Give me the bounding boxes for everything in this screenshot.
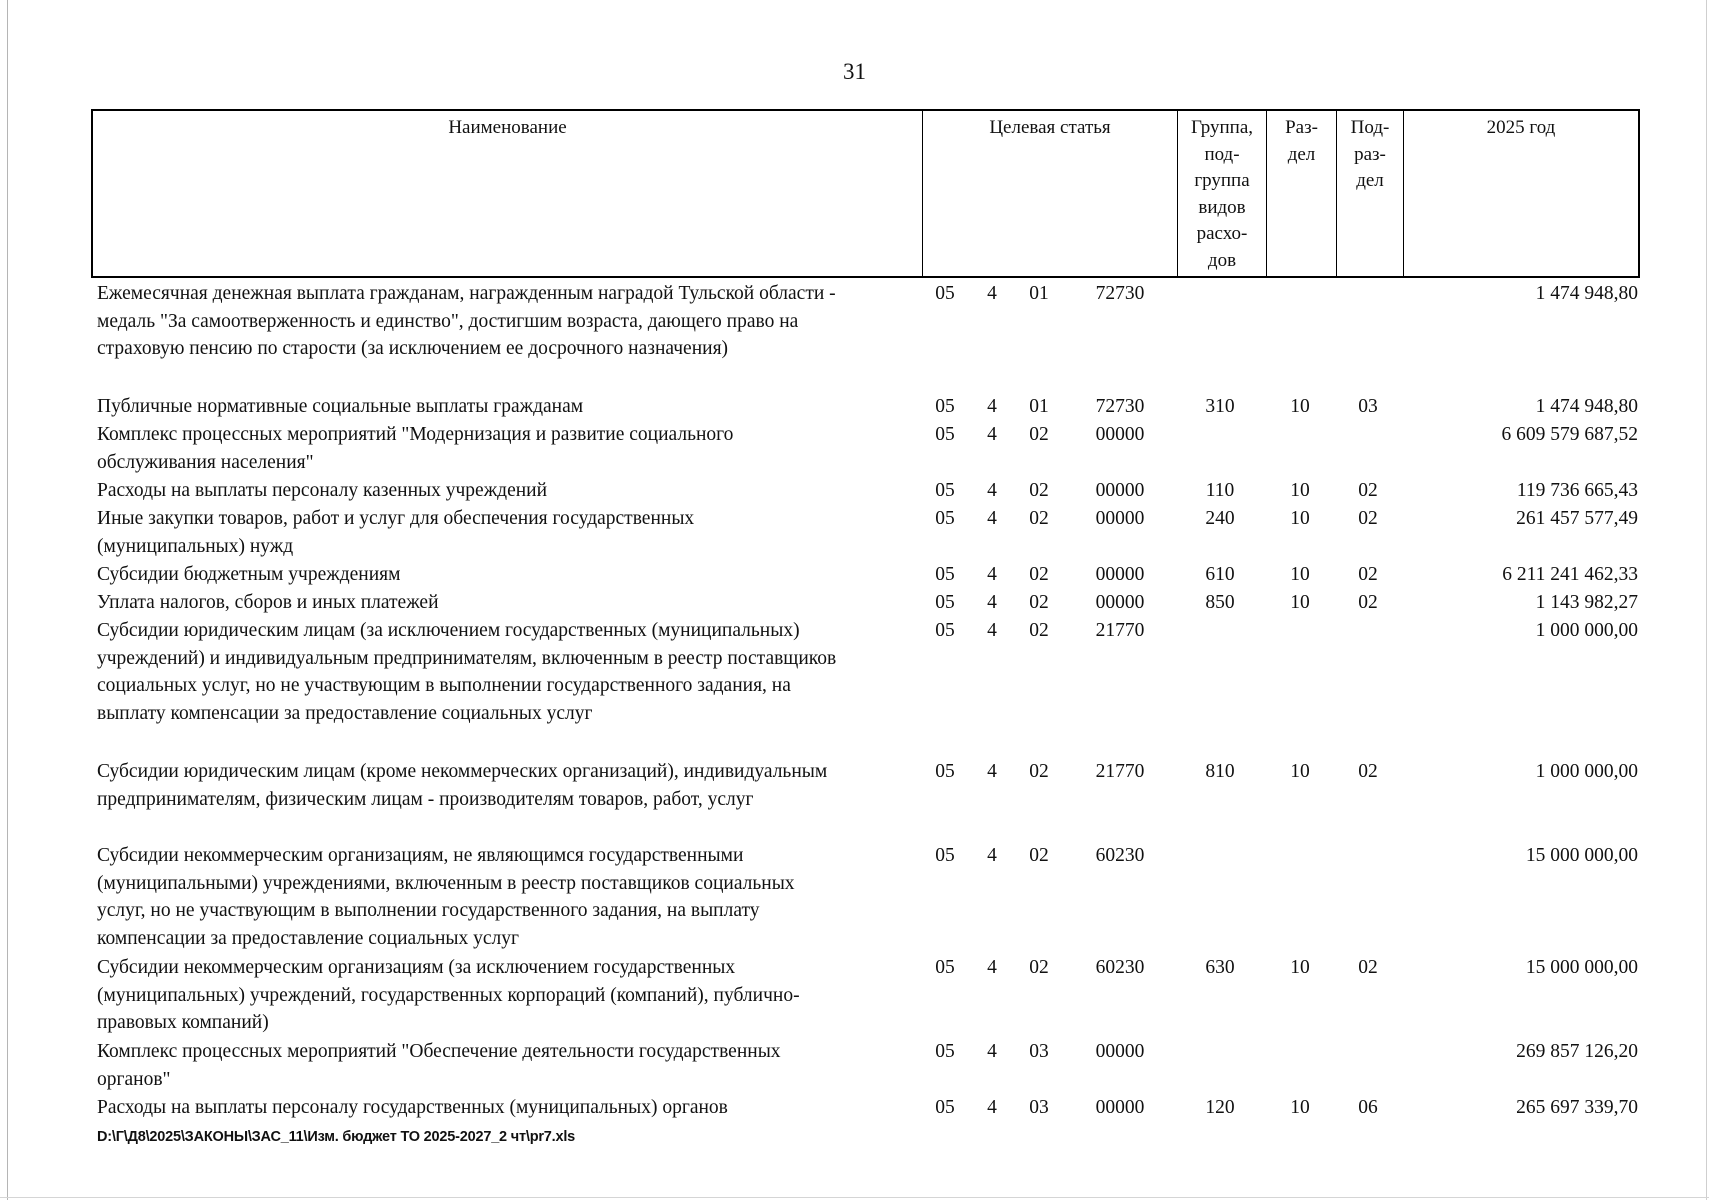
- row-name-line: компенсации за предоставление социальных услуг: [97, 927, 520, 949]
- target-code-element: 02: [1029, 761, 1049, 782]
- target-code-element: 01: [1029, 283, 1049, 304]
- header-expense-group-line: видов: [1198, 196, 1246, 218]
- header-section: [1267, 115, 1336, 168]
- row-name: [97, 421, 917, 476]
- row-name-line: Субсидии бюджетным учреждениям: [97, 564, 401, 585]
- header-expense-group-line: дов: [1207, 249, 1237, 271]
- section: 10: [1290, 1097, 1310, 1118]
- subsection: 02: [1358, 592, 1378, 613]
- header-expense-group-line: расхо-: [1196, 223, 1248, 244]
- subsection: 06: [1358, 1097, 1378, 1118]
- header-section-line: Раз-: [1285, 117, 1318, 138]
- row-name: [97, 561, 917, 589]
- expense-group: 240: [1205, 508, 1235, 529]
- row-name-line: (муниципальными) учреждениями, включенным в реестр поставщиков социальных: [97, 872, 795, 894]
- target-code-program: 05: [935, 957, 955, 978]
- target-code-element: 02: [1029, 845, 1049, 866]
- file-path-footer: D:\Г\Д8\2025\ЗАКОНЫ\ЗАС_11\Изм. бюджет ТО 2025-2027_2 чт\pr7.xls: [97, 1129, 576, 1145]
- target-code-direction: 00000: [1095, 480, 1145, 501]
- target-code-type: 4: [987, 424, 997, 445]
- row-name-line: (муниципальных) нужд: [97, 535, 294, 557]
- target-code-direction: 21770: [1095, 620, 1145, 641]
- target-code-direction: 00000: [1095, 592, 1145, 613]
- row-name: [97, 1094, 917, 1122]
- table-header: [91, 109, 1640, 278]
- target-code-program: 05: [935, 424, 955, 445]
- expense-group: 610: [1205, 564, 1235, 585]
- target-code-direction: 00000: [1095, 1041, 1145, 1062]
- target-code-element: 02: [1029, 480, 1049, 501]
- header-subsection-line: Под-: [1350, 117, 1390, 138]
- target-code-direction: 00000: [1095, 508, 1145, 529]
- target-code-direction: 00000: [1095, 1097, 1145, 1118]
- target-code-type: 4: [987, 957, 997, 978]
- expense-group: 120: [1205, 1097, 1235, 1118]
- row-name-line: Комплекс процессных мероприятий "Модернизация и развитие социального: [97, 424, 734, 445]
- subsection: 02: [1358, 508, 1378, 529]
- row-name-line: Расходы на выплаты персоналу казенных учреждений: [97, 480, 548, 501]
- header-expense-group-line: группа: [1194, 170, 1250, 191]
- target-code-program: 05: [935, 396, 955, 417]
- target-code-type: 4: [987, 1041, 997, 1062]
- amount-2025: 1 474 948,80: [1535, 283, 1638, 304]
- header-subsection-line: раз-: [1354, 143, 1386, 165]
- header-subsection-line: дел: [1356, 170, 1384, 191]
- target-code-type: 4: [987, 620, 997, 641]
- row-name-line: Ежемесячная денежная выплата гражданам, награжденным наградой Тульской области -: [97, 283, 836, 304]
- row-name-line: Субсидии некоммерческим организациям (за исключением государственных: [97, 957, 736, 978]
- amount-2025: 261 457 577,49: [1516, 508, 1638, 529]
- amount-2025: 1 000 000,00: [1535, 620, 1638, 641]
- target-code-type: 4: [987, 508, 997, 529]
- section: 10: [1290, 761, 1310, 782]
- amount-2025: 119 736 665,43: [1516, 480, 1638, 501]
- row-name: [97, 954, 917, 1037]
- amount-2025: 265 697 339,70: [1516, 1097, 1638, 1118]
- target-code-program: 05: [935, 1097, 955, 1118]
- amount-2025: 1 474 948,80: [1535, 396, 1638, 417]
- row-name-line: страховую пенсию по старости (за исключением ее досрочного назначения): [97, 338, 729, 359]
- section: 10: [1290, 480, 1310, 501]
- header-year-2025: 2025 год: [1486, 117, 1556, 138]
- row-name: [97, 842, 917, 952]
- target-code-element: 02: [1029, 592, 1049, 613]
- page-number: 31: [843, 59, 866, 84]
- row-name-line: Публичные нормативные социальные выплаты гражданам: [97, 396, 584, 417]
- section: 10: [1290, 564, 1310, 585]
- row-name: [97, 477, 917, 505]
- expense-group: 630: [1205, 957, 1235, 978]
- target-code-type: 4: [987, 283, 997, 304]
- row-name: [97, 1038, 917, 1093]
- header-name: Наименование: [448, 117, 567, 138]
- section: 10: [1290, 957, 1310, 978]
- target-code-type: 4: [987, 592, 997, 613]
- target-code-direction: 72730: [1095, 396, 1145, 417]
- row-name: [97, 280, 917, 363]
- scan-edge-left: [7, 0, 8, 1200]
- row-name: [97, 617, 917, 727]
- header-subsection: [1337, 115, 1403, 195]
- row-name-line: предпринимателям, физическим лицам - производителям товаров, работ, услуг: [97, 788, 754, 810]
- row-name: [97, 393, 917, 421]
- subsection: 02: [1358, 957, 1378, 978]
- amount-2025: 15 000 000,00: [1525, 957, 1638, 978]
- row-name: [97, 505, 917, 560]
- target-code-type: 4: [987, 845, 997, 866]
- amount-2025: 15 000 000,00: [1525, 845, 1638, 866]
- row-name: [97, 758, 917, 813]
- expense-group: 810: [1205, 761, 1235, 782]
- amount-2025: 6 609 579 687,52: [1501, 424, 1638, 445]
- target-code-direction: 72730: [1095, 283, 1145, 304]
- target-code-type: 4: [987, 1097, 997, 1118]
- row-name-line: обслуживания населения": [97, 451, 314, 473]
- row-name-line: социальных услуг, но не участвующим в выполнении государственного задания, на: [97, 675, 791, 696]
- section: 10: [1290, 592, 1310, 613]
- amount-2025: 1 143 982,27: [1535, 592, 1638, 613]
- expense-group: 110: [1205, 480, 1235, 501]
- header-expense-group: [1178, 115, 1266, 274]
- target-code-program: 05: [935, 1041, 955, 1062]
- target-code-type: 4: [987, 761, 997, 782]
- target-code-direction: 60230: [1095, 957, 1145, 978]
- section: 10: [1290, 396, 1310, 417]
- target-code-element: 03: [1029, 1097, 1049, 1118]
- target-code-direction: 21770: [1095, 761, 1145, 782]
- row-name-line: Уплата налогов, сборов и иных платежей: [97, 592, 439, 613]
- subsection: 02: [1358, 480, 1378, 501]
- target-code-program: 05: [935, 620, 955, 641]
- target-code-program: 05: [935, 508, 955, 529]
- subsection: 02: [1358, 564, 1378, 585]
- target-code-program: 05: [935, 592, 955, 613]
- row-name: [97, 589, 917, 617]
- amount-2025: 1 000 000,00: [1535, 761, 1638, 782]
- target-code-program: 05: [935, 845, 955, 866]
- row-name-line: учреждений) и индивидуальным предпринимателям, включенным в реестр поставщиков: [97, 647, 837, 669]
- row-name-line: услуг, но не участвующим в выполнении государственного задания, на выплату: [97, 900, 760, 921]
- row-name-line: (муниципальных) учреждений, государственных корпораций (компаний), публично-: [97, 984, 800, 1006]
- target-code-element: 02: [1029, 957, 1049, 978]
- target-code-element: 02: [1029, 564, 1049, 585]
- subsection: 03: [1358, 396, 1378, 417]
- target-code-direction: 60230: [1095, 845, 1145, 866]
- row-name-line: Субсидии юридическим лицам (за исключением государственных (муниципальных): [97, 620, 800, 641]
- row-name-line: Расходы на выплаты персоналу государственных (муниципальных) органов: [97, 1097, 728, 1118]
- target-code-program: 05: [935, 480, 955, 501]
- row-name-line: Субсидии некоммерческим организациям, не являющимся государственными: [97, 845, 744, 866]
- target-code-program: 05: [935, 761, 955, 782]
- header-expense-group-line: под-: [1204, 143, 1240, 165]
- amount-2025: 6 211 241 462,33: [1502, 564, 1638, 585]
- header-expense-group-line: Группа,: [1190, 117, 1254, 138]
- row-name-line: органов": [97, 1068, 171, 1090]
- target-code-type: 4: [987, 396, 997, 417]
- row-name-line: медаль "За самоотверженность и единство", достигшим возраста, дающего право на: [97, 310, 799, 332]
- target-code-type: 4: [987, 480, 997, 501]
- target-code-program: 05: [935, 564, 955, 585]
- row-name-line: Субсидии юридическим лицам (кроме некоммерческих организаций), индивидуальным: [97, 761, 828, 782]
- header-target-article: Целевая статья: [989, 117, 1111, 138]
- expense-group: 850: [1205, 592, 1235, 613]
- row-name-line: правовых компаний): [97, 1012, 269, 1033]
- target-code-element: 02: [1029, 508, 1049, 529]
- row-name-line: Комплекс процессных мероприятий "Обеспечение деятельности государственных: [97, 1041, 781, 1062]
- amount-2025: 269 857 126,20: [1516, 1041, 1638, 1062]
- target-code-direction: 00000: [1095, 424, 1145, 445]
- target-code-program: 05: [935, 283, 955, 304]
- target-code-type: 4: [987, 564, 997, 585]
- row-name-line: выплату компенсации за предоставление социальных услуг: [97, 702, 593, 724]
- row-name-line: Иные закупки товаров, работ и услуг для обеспечения государственных: [97, 508, 695, 529]
- header-section-line: дел: [1287, 143, 1316, 165]
- section: 10: [1290, 508, 1310, 529]
- target-code-element: 02: [1029, 424, 1049, 445]
- target-code-element: 01: [1029, 396, 1049, 417]
- subsection: 02: [1358, 761, 1378, 782]
- expense-group: 310: [1205, 396, 1235, 417]
- target-code-element: 03: [1029, 1041, 1049, 1062]
- scan-edge-right: [1706, 0, 1707, 1200]
- target-code-element: 02: [1029, 620, 1049, 641]
- target-code-direction: 00000: [1095, 564, 1145, 585]
- scan-edge-bottom: [0, 1197, 1709, 1198]
